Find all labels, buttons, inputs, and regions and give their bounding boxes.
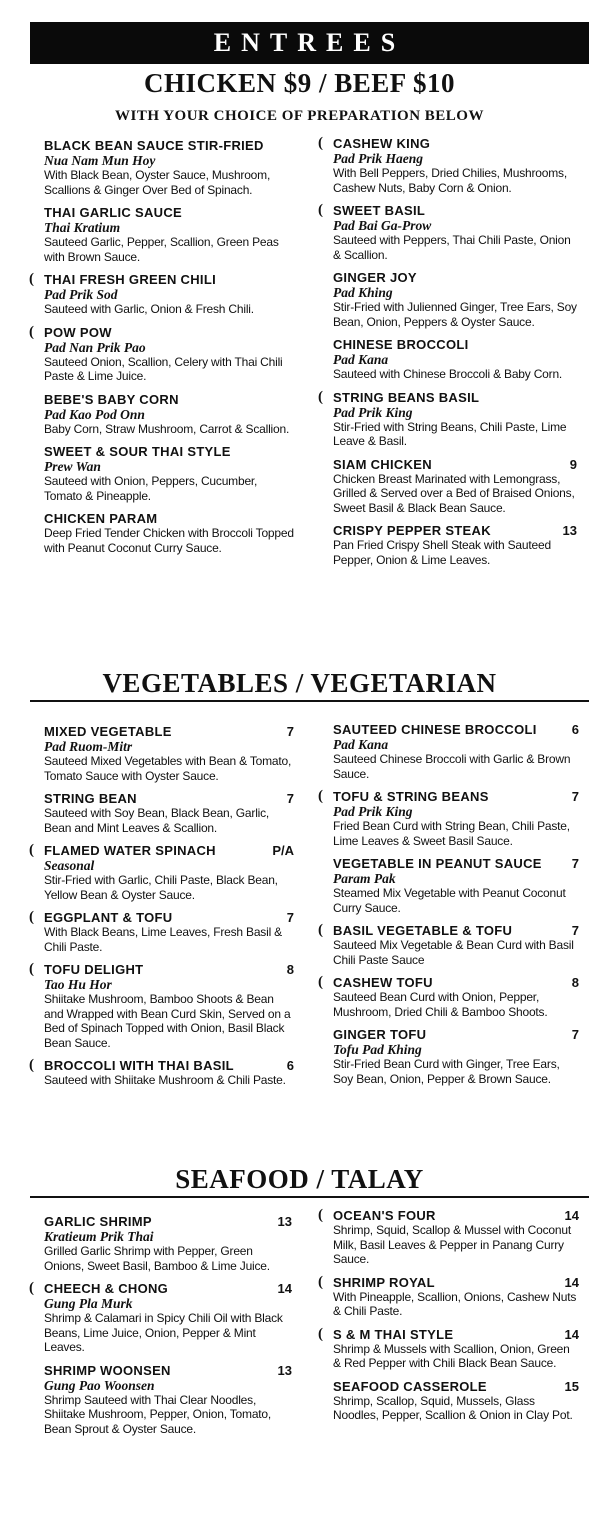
- menu-item-description: Sauteed Bean Curd with Onion, Pepper, Mushroom, Dried Chili & Bamboo Shoots.: [333, 990, 548, 1019]
- menu-item: [29, 961, 294, 1050]
- menu-item-thai-name: Pad Prik Sod: [44, 287, 118, 302]
- menu-item: [318, 1207, 579, 1267]
- menu-item: [333, 722, 579, 781]
- menu-item: [44, 392, 294, 437]
- menu-item-price: 9: [569, 456, 577, 472]
- menu-item-name: TOFU & STRING BEANS: [333, 789, 489, 804]
- spicy-icon: (: [29, 961, 34, 977]
- menu-item: [44, 1214, 292, 1273]
- menu-item-price: 15: [564, 1378, 579, 1394]
- menu-item-price: 7: [571, 1027, 579, 1042]
- menu-item-name: SWEET & SOUR THAI STYLE: [44, 444, 231, 459]
- menu-item-name: CHINESE BROCCOLI: [333, 337, 469, 352]
- menu-item-description: Sauteed Onion, Scallion, Celery with Thai Chili Paste & Lime Juice.: [44, 354, 283, 383]
- menu-item-description: Shrimp, Squid, Scallop & Mussel with Coconut Milk, Basil Leaves & Pepper in Panang Curry Sauce.: [333, 1223, 571, 1266]
- menu-item-price: 13: [277, 1362, 292, 1378]
- menu-item-description: Shiitake Mushroom, Bamboo Shoots & Bean and Wrapped with Bean Curd Skin, Served on a Bed of Spinach Topped with Onion, Basil Black Bean Sauce.: [44, 992, 291, 1050]
- menu-item-name: S & M THAI STYLE: [333, 1326, 454, 1342]
- menu-item: [29, 1280, 292, 1355]
- menu-item-name: SWEET BASIL: [333, 203, 426, 218]
- menu-item-description: Baby Corn, Straw Mushroom, Carrot & Scallion.: [44, 421, 290, 436]
- menu-item-price: 14: [277, 1281, 292, 1296]
- spicy-icon: (: [29, 909, 34, 925]
- menu-item-name: BLACK BEAN SAUCE STIR-FRIED: [44, 138, 264, 153]
- menu-item-name: CHICKEN PARAM: [44, 511, 158, 526]
- menu-item-description: Sauteed Garlic, Pepper, Scallion, Green Peas with Brown Sauce.: [44, 235, 279, 264]
- menu-item-thai-name: Thai Kratium: [44, 220, 121, 235]
- menu-item-price: 6: [286, 1058, 294, 1073]
- menu-item-description: Shrimp & Mussels with Scallion, Onion, Green & Red Pepper with Chili Black Bean Sauce.: [333, 1341, 570, 1370]
- menu-item-name: CHEECH & CHONG: [44, 1281, 169, 1296]
- menu-item-name: VEGETABLE IN PEANUT SAUCE: [333, 856, 542, 871]
- spicy-icon: (: [318, 922, 323, 938]
- menu-item-name: BROCCOLI WITH THAI BASIL: [44, 1058, 234, 1073]
- menu-item-name: CASHEW TOFU: [333, 975, 433, 990]
- menu-item-description: With Pineapple, Scallion, Onions, Cashew Nuts & Chili Paste.: [333, 1289, 577, 1318]
- menu-item-description: Sauteed with Garlic, Onion & Fresh Chili.: [44, 302, 254, 316]
- menu-item: [44, 1363, 292, 1437]
- seafood-section-title: SEAFOOD / TALAY: [175, 1164, 424, 1194]
- menu-item-price: 7: [571, 789, 579, 804]
- menu-item-thai-name: Tofu Pad Khing: [333, 1042, 422, 1057]
- menu-item-description: With Black Bean, Oyster Sauce, Mushroom, Scallions & Ginger Over Bed of Spinach.: [44, 168, 271, 197]
- menu-item: [29, 909, 294, 954]
- menu-item-description: Stir-Fried with Julienned Ginger, Tree Ears, Soy Bean, Onion, Peppers & Oyster Sauce.: [333, 300, 577, 329]
- menu-item: [44, 205, 294, 264]
- menu-item: [333, 270, 577, 329]
- menu-item-thai-name: Pad Nan Prik Pao: [44, 339, 146, 355]
- veg-section-title: VEGETABLES / VEGETARIAN: [102, 668, 497, 698]
- menu-item-price: 7: [286, 724, 294, 739]
- menu-item-price: 14: [564, 1326, 579, 1342]
- menu-item: [318, 1325, 579, 1371]
- menu-item-description: Shrimp Sauteed with Thai Clear Noodles, Shiitake Mushroom, Pepper, Onion, Tomato, Bean Sprout & Oyster Sauce.: [44, 1392, 272, 1436]
- chicken-left-column: [29, 138, 294, 563]
- menu-item: [29, 842, 294, 902]
- menu-item-name: THAI GARLIC SAUCE: [44, 205, 182, 220]
- menu-item-thai-name: Pad Ruom-Mitr: [44, 739, 133, 754]
- seafood-left-column: [29, 1214, 292, 1444]
- menu-item-name: SEAFOOD CASSEROLE: [333, 1378, 487, 1394]
- menu-item-name: SIAM CHICKEN: [333, 456, 432, 472]
- menu-item-thai-name: Pad Prik Haeng: [333, 151, 423, 166]
- menu-item: [333, 1379, 579, 1423]
- menu-item: [44, 444, 294, 503]
- spicy-icon: (: [318, 974, 323, 990]
- menu-item-name: POW POW: [44, 324, 112, 340]
- spicy-icon: (: [318, 202, 323, 218]
- entrees-banner: ENTREES: [30, 22, 589, 64]
- menu-item-description: Sauteed with Chinese Broccoli & Baby Corn.: [333, 367, 563, 381]
- menu-item: [318, 135, 577, 195]
- spicy-icon: (: [29, 1057, 34, 1073]
- menu-item-price: 14: [564, 1274, 579, 1290]
- menu-item-price: 13: [562, 523, 577, 538]
- spicy-icon: (: [29, 1280, 34, 1296]
- menu-item-price: 13: [277, 1214, 292, 1229]
- menu-item-description: Sauteed Mix Vegetable & Bean Curd with Basil Chili Paste Sauce: [333, 938, 574, 967]
- menu-item-price: 8: [286, 962, 294, 977]
- menu-item-thai-name: Pad Kana: [333, 737, 389, 752]
- spicy-icon: (: [29, 323, 34, 340]
- menu-item-name: BASIL VEGETABLE & TOFU: [333, 923, 513, 938]
- menu-item: [29, 1057, 294, 1088]
- menu-item-thai-name: Tao Hu Hor: [44, 977, 112, 992]
- veg-divider: [30, 700, 589, 702]
- veg-right-column: [318, 722, 579, 1094]
- spicy-icon: (: [29, 271, 34, 287]
- menu-item-price: 7: [571, 923, 579, 938]
- menu-item-price: 8: [571, 975, 579, 990]
- menu-item: [44, 724, 294, 783]
- menu-item-name: FLAMED WATER SPINACH: [44, 843, 216, 858]
- menu-item-name: GARLIC SHRIMP: [44, 1214, 152, 1229]
- spicy-icon: (: [318, 1273, 323, 1290]
- menu-item-name: EGGPLANT & TOFU: [44, 910, 173, 925]
- menu-item-thai-name: Nua Nam Mun Hoy: [44, 153, 156, 168]
- veg-left-column: [29, 724, 294, 1096]
- menu-item-price: 6: [571, 722, 579, 737]
- spicy-icon: (: [29, 842, 34, 858]
- spicy-icon: (: [318, 135, 323, 151]
- menu-item-thai-name: Seasonal: [44, 858, 95, 873]
- menu-item-thai-name: Pad Kana: [333, 352, 389, 367]
- menu-item-description: With Bell Peppers, Dried Chilies, Mushrooms, Cashew Nuts, Baby Corn & Onion.: [333, 166, 567, 195]
- menu-item-description: Stir-Fried with String Beans, Chili Paste, Lime Leave & Basil.: [333, 419, 567, 448]
- menu-item-description: Sauteed Mixed Vegetables with Bean & Tomato, Tomato Sauce with Oyster Sauce.: [44, 754, 292, 783]
- menu-item-price: 14: [564, 1208, 579, 1223]
- menu-item-thai-name: Kratieum Prik Thai: [44, 1229, 154, 1244]
- menu-item: [44, 791, 294, 835]
- spicy-icon: (: [318, 388, 323, 405]
- menu-item-description: Sauteed with Peppers, Thai Chili Paste, Onion & Scallion.: [333, 233, 571, 262]
- menu-item-thai-name: Pad Bai Ga-Prow: [333, 218, 432, 233]
- menu-item: [318, 1273, 579, 1319]
- menu-item: [44, 138, 294, 197]
- menu-item-name: SHRIMP ROYAL: [333, 1274, 435, 1290]
- menu-item: [29, 271, 294, 317]
- menu-item-name: CASHEW KING: [333, 136, 431, 151]
- menu-item-description: Fried Bean Curd with String Bean, Chili Paste, Lime Leaves & Sweet Basil Sauce.: [333, 819, 570, 848]
- menu-item-description: Sauteed Chinese Broccoli with Garlic & Brown Sauce.: [333, 752, 571, 781]
- menu-item-description: Deep Fried Tender Chicken with Broccoli Topped with Peanut Coconut Curry Sauce.: [44, 526, 294, 555]
- menu-item-thai-name: Pad Khing: [333, 285, 393, 300]
- menu-item-name: SHRIMP WOONSEN: [44, 1362, 171, 1378]
- menu-item-thai-name: Pad Prik King: [333, 404, 413, 420]
- spicy-icon: (: [318, 1325, 323, 1342]
- menu-item-thai-name: Gung Pao Woonsen: [44, 1377, 155, 1393]
- menu-item-name: TOFU DELIGHT: [44, 962, 144, 977]
- spicy-icon: (: [318, 1207, 323, 1223]
- menu-item-thai-name: Pad Kao Pod Onn: [44, 406, 145, 422]
- menu-item-description: Steamed Mix Vegetable with Peanut Coconut Curry Sauce.: [333, 886, 566, 915]
- menu-item-description: Stir-Fried Bean Curd with Ginger, Tree Ears, Soy Bean, Onion, Pepper & Brown Sauce.: [333, 1057, 560, 1086]
- menu-item: [318, 202, 577, 262]
- menu-item-description: Grilled Garlic Shrimp with Pepper, Green Onions, Sweet Basil, Bamboo & Lime Juice.: [44, 1244, 270, 1273]
- seafood-divider: [30, 1196, 589, 1198]
- menu-item-name: SAUTEED CHINESE BROCCOLI: [333, 722, 537, 737]
- menu-item: [333, 856, 579, 915]
- chicken-right-column: [318, 135, 577, 575]
- menu-item-description: Pan Fried Crispy Shell Steak with Sauteed Pepper, Onion & Lime Leaves.: [333, 538, 551, 567]
- menu-item-name: STRING BEANS BASIL: [333, 389, 480, 405]
- menu-item: [333, 337, 577, 382]
- menu-item: [318, 974, 579, 1019]
- menu-item-name: OCEAN'S FOUR: [333, 1208, 436, 1223]
- menu-item-description: Shrimp & Calamari in Spicy Chili Oil with Black Beans, Lime Juice, Onion, Pepper & Mint Leaves.: [44, 1311, 283, 1354]
- menu-item: [318, 922, 579, 967]
- menu-item-description: Sauteed with Soy Bean, Black Bean, Garlic, Bean and Mint Leaves & Scallion.: [44, 806, 270, 835]
- menu-item-description: Sauteed with Shiitake Mushroom & Chili Paste.: [44, 1073, 286, 1087]
- menu-item: [333, 457, 577, 516]
- menu-item: [333, 1027, 579, 1086]
- chicken-section-title: CHICKEN $9 / BEEF $10: [143, 68, 456, 98]
- menu-item-thai-name: Param Pak: [333, 871, 396, 886]
- seafood-right-column: [318, 1207, 579, 1431]
- menu-item: [44, 511, 294, 555]
- menu-item-name: THAI FRESH GREEN CHILI: [44, 272, 216, 287]
- menu-item-price: 7: [571, 856, 579, 871]
- menu-item-price: 7: [286, 791, 294, 806]
- menu-item-description: With Black Beans, Lime Leaves, Fresh Basil & Chili Paste.: [44, 925, 282, 954]
- menu-item-price: 7: [286, 910, 294, 925]
- menu-item: [333, 523, 577, 567]
- menu-item-name: MIXED VEGETABLE: [44, 724, 172, 739]
- menu-item-price: P/A: [272, 843, 294, 858]
- menu-item-description: Chicken Breast Marinated with Lemongrass, Grilled & Served over a Bed of Braised Onions, Sweet Basil & Black Bean Sauce.: [333, 471, 575, 515]
- menu-item-thai-name: Pad Prik King: [333, 804, 413, 819]
- spicy-icon: (: [318, 788, 323, 804]
- menu-item-name: CRISPY PEPPER STEAK: [333, 523, 491, 538]
- menu-item-description: Sauteed with Onion, Peppers, Cucumber, Tomato & Pineapple.: [44, 474, 258, 503]
- menu-item: [29, 323, 294, 384]
- menu-item-name: GINGER TOFU: [333, 1027, 427, 1042]
- menu-item-name: STRING BEAN: [44, 791, 137, 806]
- menu-item: [318, 388, 577, 449]
- menu-item: [318, 788, 579, 848]
- menu-item-name: BEBE'S BABY CORN: [44, 391, 179, 407]
- menu-item-description: Stir-Fried with Garlic, Chili Paste, Black Bean, Yellow Bean & Oyster Sauce.: [44, 873, 278, 902]
- menu-item-thai-name: Prew Wan: [44, 459, 101, 474]
- menu-item-thai-name: Gung Pla Murk: [44, 1296, 133, 1311]
- menu-item-description: Shrimp, Scallop, Squid, Mussels, Glass Noodles, Pepper, Scallion & Onion in Clay Pot.: [333, 1393, 573, 1422]
- menu-item-name: GINGER JOY: [333, 270, 417, 285]
- chicken-section-subtitle: WITH YOUR CHOICE OF PREPARATION BELOW: [115, 108, 484, 124]
